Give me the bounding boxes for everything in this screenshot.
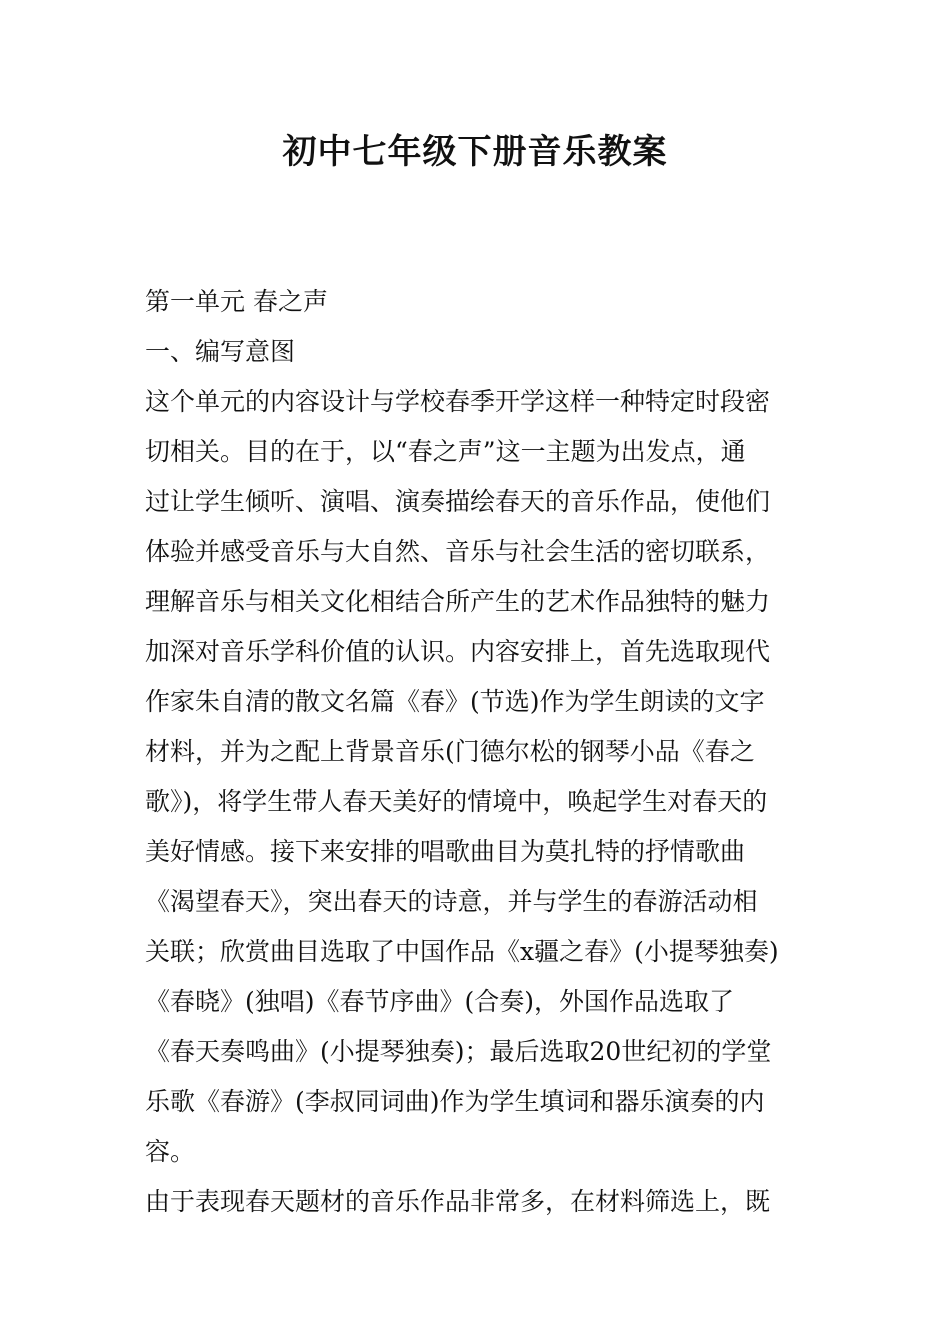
section-heading: 一、编写意图 <box>145 337 296 366</box>
paragraph-line: 关联；欣赏曲目选取了中国作品《x疆之春》(小提琴独奏) <box>145 937 779 966</box>
paragraph-line: 加深对音乐学科价值的认识。内容安排上，首先选取现代 <box>145 637 771 666</box>
paragraph-line: 作家朱自清的散文名篇《春》(节选)作为学生朗读的文字 <box>145 687 765 716</box>
paragraph-line: 《春天奏鸣曲》(小提琴独奏)；最后选取20世纪初的学堂 <box>145 1037 772 1066</box>
paragraph-line: 这个单元的内容设计与学校春季开学这样一种特定时段密 <box>145 387 771 416</box>
paragraph-line: 切相关。目的在于，以“春之声”这一主题为出发点，通 <box>145 437 746 466</box>
document-title: 初中七年级下册音乐教案 <box>282 132 668 172</box>
paragraph-line: 《春晓》(独唱)《春节序曲》(合奏)，外国作品选取了 <box>145 987 735 1016</box>
paragraph-line: 容。 <box>145 1137 196 1166</box>
paragraph-line: 乐歌《春游》(李叔同词曲)作为学生填词和器乐演奏的内 <box>145 1087 765 1116</box>
paragraph-line: 由于表现春天题材的音乐作品非常多，在材料筛选上，既 <box>145 1187 771 1216</box>
paragraph-line: 过让学生倾听、演唱、演奏描绘春天的音乐作品，使他们 <box>145 487 771 516</box>
paragraph-line: 歌》)，将学生带人春天美好的情境中，唤起学生对春天的 <box>145 787 768 816</box>
unit-heading: 第一单元 春之声 <box>145 287 328 316</box>
paragraph-line: 体验并感受音乐与大自然、音乐与社会生活的密切联系， <box>145 537 771 566</box>
paragraph-line: 《渴望春天》，突出春天的诗意，并与学生的春游活动相 <box>145 887 758 916</box>
paragraph-line: 美好情感。接下来安排的唱歌曲目为莫扎特的抒情歌曲 <box>145 837 746 866</box>
paragraph-line: 材料，并为之配上背景音乐(门德尔松的钢琴小品《春之 <box>145 737 755 766</box>
document-body <box>145 277 810 1227</box>
paragraph-line: 理解音乐与相关文化相结合所产生的艺术作品独特的魅力 <box>145 587 771 616</box>
